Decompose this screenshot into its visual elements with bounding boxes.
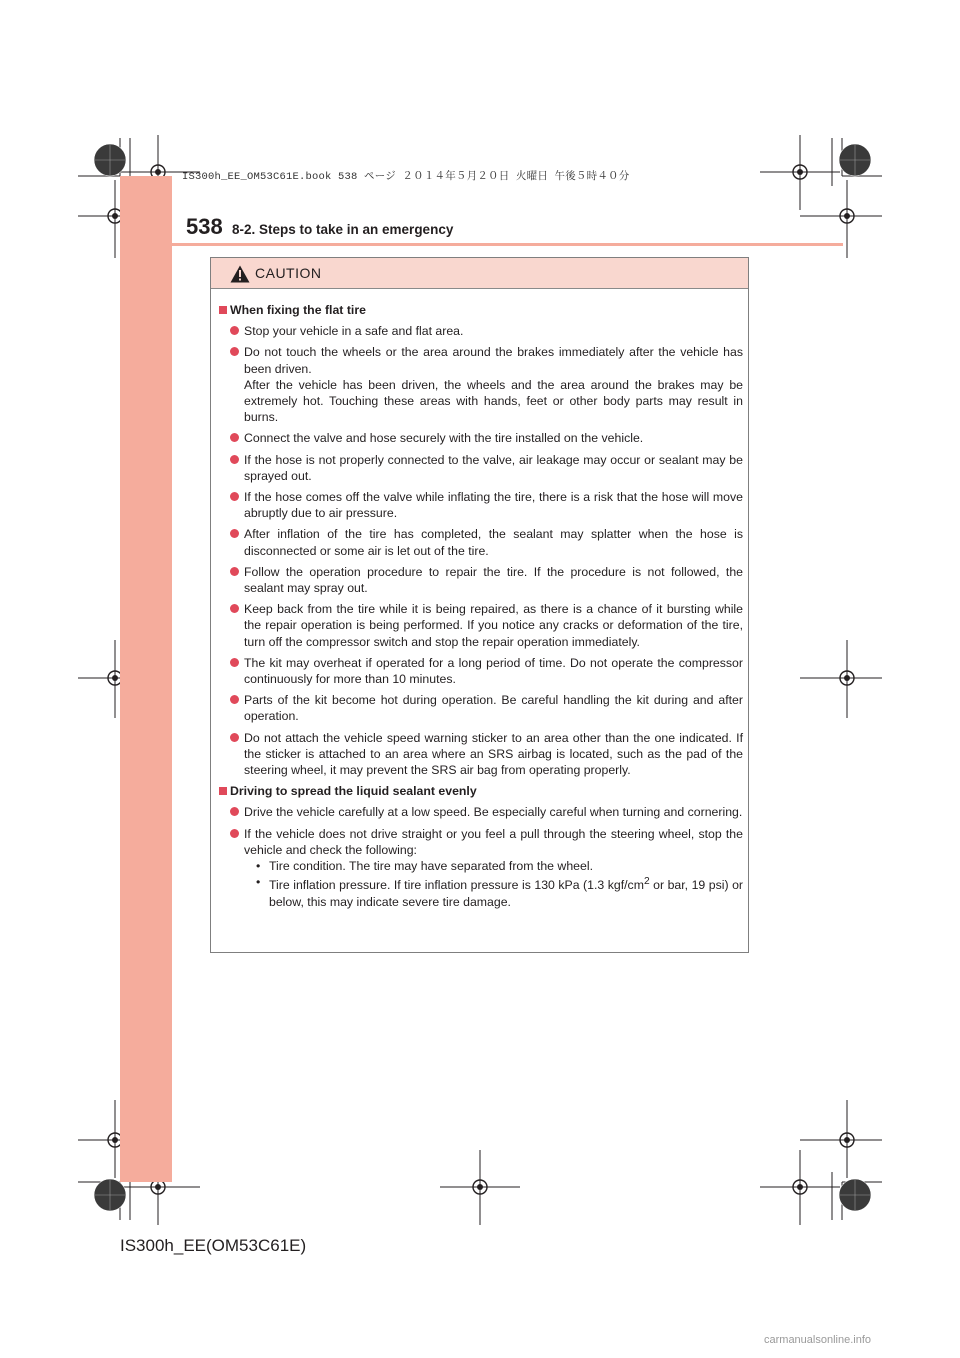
round-bullet-icon	[230, 604, 239, 613]
round-bullet-icon	[230, 433, 239, 442]
header-rule	[120, 243, 843, 246]
list-item	[219, 452, 743, 484]
sub-bullet: •	[256, 875, 261, 890]
page-number: 538	[186, 214, 223, 239]
caution-box	[210, 257, 749, 953]
round-bullet-icon	[230, 807, 239, 816]
list-item	[219, 430, 743, 446]
caution-header	[211, 258, 748, 289]
list-item	[219, 730, 743, 779]
item-text: Follow the operation procedure to repair the tire. If the procedure is not followed, the sealant may spray out.	[244, 564, 743, 596]
sub-bullet: •	[256, 859, 261, 874]
round-bullet-icon	[230, 733, 239, 742]
item-text: Drive the vehicle carefully at a low speed. Be especially careful when turning and cornering.	[244, 805, 743, 820]
print-info-line: IS300h_EE_OM53C61E.book 538 ページ ２０１４年５月２０日 火曜日 午後５時４０分	[182, 171, 630, 183]
list-item	[219, 489, 743, 521]
section-heading-text: Driving to spread the liquid sealant evenly	[230, 784, 477, 799]
warning-triangle-icon	[230, 265, 250, 283]
model-code-footer: IS300h_EE(OM53C61E)	[120, 1236, 307, 1255]
list-item	[219, 323, 743, 339]
sub-item-text: Tire inflation pressure. If tire inflation pressure is 130 kPa (1.3 kgf/cm	[269, 878, 644, 893]
item-text-continued: After the vehicle has been driven, the wheels and the area around the brakes may be extremely hot. Touching these areas with hands, feet or other body parts may result in burns.	[244, 377, 743, 425]
list-item	[219, 655, 743, 687]
sub-item-text: Tire condition. The tire may have separated from the wheel.	[269, 859, 593, 874]
list-item	[219, 564, 743, 596]
section-title: 8-2. Steps to take in an emergency	[232, 222, 454, 237]
watermark: carmanualsonline.info	[764, 1334, 872, 1346]
item-text: After inflation of the tire has completed, the sealant may splatter when the hose is disconnected or some air is let out of the tire.	[244, 527, 743, 558]
section-heading	[219, 783, 743, 799]
round-bullet-icon	[230, 347, 239, 356]
item-text: If the hose comes off the valve while inflating the tire, there is a risk that the hose will move abruptly due to air pressure.	[244, 490, 743, 521]
superscript: 2	[643, 876, 650, 888]
round-bullet-icon	[230, 492, 239, 501]
item-text: Do not touch the wheels or the area around the brakes immediately after the vehicle has been driven.	[244, 345, 743, 376]
item-text: If the hose is not properly connected to the valve, air leakage may occur or sealant may be sprayed out.	[244, 452, 743, 483]
round-bullet-icon	[230, 455, 239, 464]
section-heading-text: When fixing the flat tire	[230, 303, 366, 317]
round-bullet-icon	[230, 567, 239, 576]
list-item	[219, 826, 743, 910]
sub-item	[244, 858, 743, 874]
sub-item-text-continued: or bar, 19 psi) or below, this may indicate severe tire damage.	[269, 878, 744, 909]
item-text: The kit may overheat if operated for a long period of time. Do not operate the compressor continuously for more than 10 minutes.	[244, 655, 743, 687]
list-item	[219, 804, 743, 820]
section-heading	[219, 302, 743, 318]
item-text: Stop your vehicle in a safe and flat area.	[244, 324, 464, 339]
list-item	[219, 344, 743, 425]
sub-item	[244, 874, 743, 910]
square-bullet-icon	[219, 787, 227, 795]
item-text: Do not attach the vehicle speed warning sticker to an area other than the one indicated. If the sticker is attached to an area where an SRS airbag is located, such as the pad of the steering wheel, it may prevent the SRS air bag from operating properly.	[244, 730, 743, 778]
square-bullet-icon	[219, 306, 227, 314]
round-bullet-icon	[230, 326, 239, 335]
list-item	[219, 692, 743, 724]
caution-body	[211, 289, 748, 910]
round-bullet-icon	[230, 529, 239, 538]
round-bullet-icon	[230, 829, 239, 838]
chapter-side-tab	[120, 176, 172, 1182]
item-text: If the vehicle does not drive straight or you feel a pull through the steering wheel, stop the vehicle and check the following:	[244, 826, 743, 857]
round-bullet-icon	[230, 695, 239, 704]
caution-label: CAUTION	[255, 265, 322, 281]
item-text: Connect the valve and hose securely with the tire installed on the vehicle.	[244, 431, 644, 446]
list-item	[219, 601, 743, 650]
list-item	[219, 526, 743, 558]
item-text: Parts of the kit become hot during operation. Be careful handling the kit during and after operation.	[244, 693, 743, 724]
round-bullet-icon	[230, 658, 239, 667]
item-text: Keep back from the tire while it is being repaired, as there is a chance of it bursting while the repair operation is being performed. If you notice any cracks or deformation of the tire, turn off the compressor switch and stop the repair operation immediately.	[244, 602, 743, 649]
